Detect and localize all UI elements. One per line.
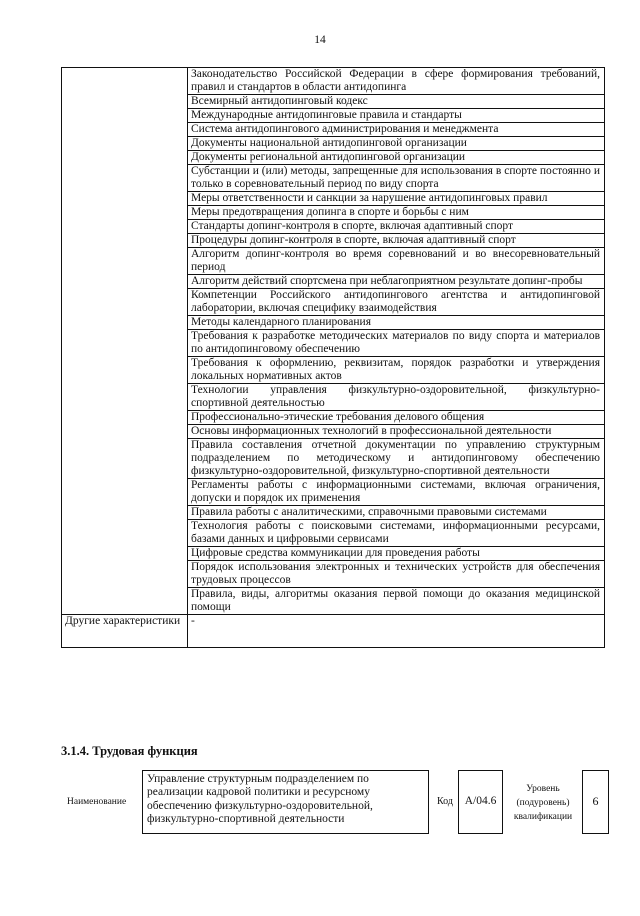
knowledge-item: Стандарты допинг-контроля в спорте, включая адаптивный спорт [188, 220, 605, 234]
knowledge-item: Международные антидопинговые правила и стандарты [188, 109, 605, 123]
qualification-level-box: 6 [582, 770, 609, 834]
qualification-level-label: Уровень (подуровень) квалификации [513, 784, 573, 822]
knowledge-item: Субстанции и (или) методы, запрещенные для использования в спорте постоянно и только в соревновательный период по виду спорта [188, 165, 605, 192]
name-label: Наименование [67, 797, 127, 807]
knowledge-item: Требования к разработке методических материалов по виду спорта и материалов по антидопинговому обеспечению [188, 330, 605, 357]
function-code-box: А/04.6 [458, 770, 503, 834]
other-characteristics-label: Другие характеристики [62, 615, 188, 648]
knowledge-item: Законодательство Российской Федерации в сфере формирования требований, правил и стандартов в области антидопинга [188, 68, 605, 95]
knowledge-item: Документы региональной антидопинговой организации [188, 151, 605, 165]
knowledge-item: Основы информационных технологий в профессиональной деятельности [188, 425, 605, 439]
knowledge-item: Компетенции Российского антидопингового агентства и антидопинговой лаборатории, включая специфику взаимодействия [188, 289, 605, 316]
knowledge-item: Система антидопингового администрирования и менеджмента [188, 123, 605, 137]
knowledge-table [61, 67, 605, 648]
knowledge-item: Технология работы с поисковыми системами, информационными ресурсами, базами данных и цифровыми сервисами [188, 520, 605, 547]
code-label: Код [437, 796, 453, 807]
knowledge-item: Меры ответственности и санкции за нарушение антидопинговых правил [188, 192, 605, 206]
knowledge-item: Меры предотвращения допинга в спорте и борьбы с ним [188, 206, 605, 220]
function-name-box: Управление структурным подразделением по реализации кадровой политики и ресурсному обеспечению физкультурно-оздоровительной, физкультурно-спортивной деятельности [142, 770, 429, 834]
knowledge-item: Правила, виды, алгоритмы оказания первой помощи до оказания медицинской помощи [188, 588, 605, 615]
knowledge-item: Алгоритм допинг-контроля во время соревнований и во внесоревновательный период [188, 248, 605, 275]
knowledge-item: Профессионально-этические требования делового общения [188, 411, 605, 425]
knowledge-item: Порядок использования электронных и технических устройств для обеспечения трудовых процессов [188, 561, 605, 588]
other-characteristics-value: - [188, 615, 605, 648]
knowledge-item: Требования к оформлению, реквизитам, порядок разработки и утверждения локальных нормативных актов [188, 357, 605, 384]
knowledge-item: Методы календарного планирования [188, 316, 605, 330]
knowledge-item: Правила составления отчетной документации по управлению структурным подразделением по методическому и антидопинговому обеспечению физкультурно-оздоровительной, физкультурно-спортивной деятельности [188, 439, 605, 479]
knowledge-item: Технологии управления физкультурно-оздоровительной, физкультурно-спортивной деятельностью [188, 384, 605, 411]
section-title: 3.1.4. Трудовая функция [61, 744, 198, 758]
knowledge-item: Алгоритм действий спортсмена при неблагоприятном результате допинг-пробы [188, 275, 605, 289]
knowledge-row [62, 68, 605, 95]
knowledge-item: Регламенты работы с информационными системами, включая ограничения, допуски и порядок их применения [188, 479, 605, 506]
knowledge-item: Всемирный антидопинговый кодекс [188, 95, 605, 109]
knowledge-item: Правила работы с аналитическими, справочными правовыми системами [188, 506, 605, 520]
knowledge-item: Документы национальной антидопинговой организации [188, 137, 605, 151]
knowledge-item: Процедуры допинг-контроля в спорте, включая адаптивный спорт [188, 234, 605, 248]
page-number: 14 [314, 34, 326, 46]
knowledge-item: Цифровые средства коммуникации для проведения работы [188, 547, 605, 561]
other-characteristics-row [62, 615, 605, 648]
knowledge-label-cell [62, 68, 188, 615]
